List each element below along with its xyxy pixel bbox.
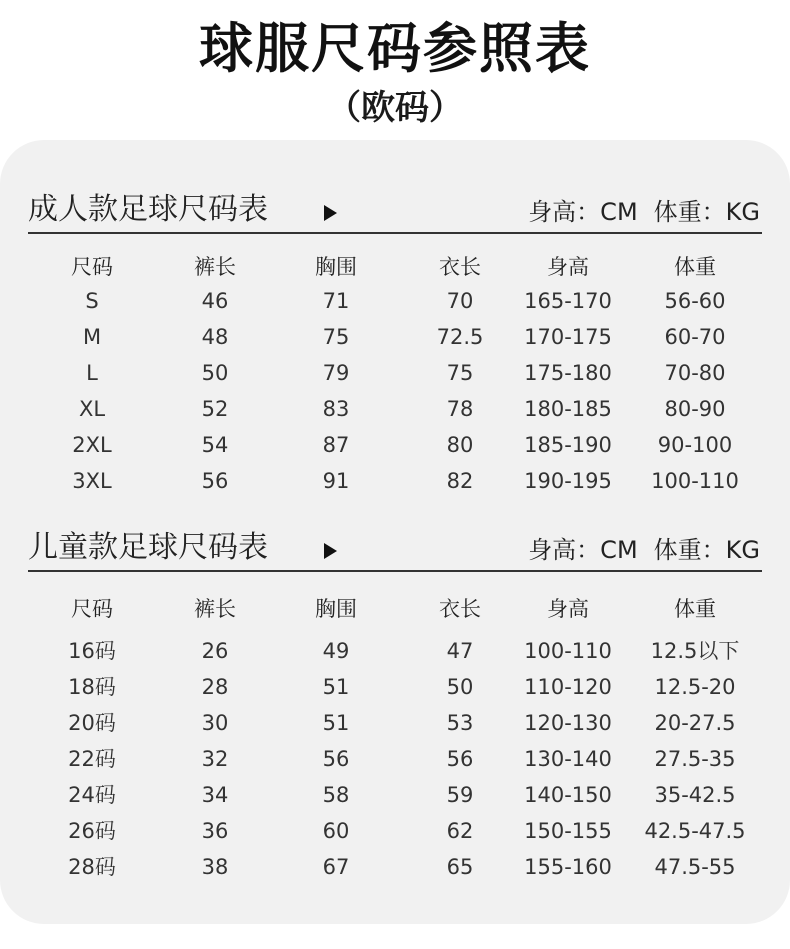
table-cell: 56 xyxy=(322,747,350,771)
kids-units xyxy=(528,532,760,568)
play-arrow-icon xyxy=(324,543,337,559)
table-cell: 79 xyxy=(322,361,350,385)
table-cell: 53 xyxy=(446,711,474,735)
table-cell: 91 xyxy=(322,469,350,493)
table-cell: 28码 xyxy=(68,855,116,879)
table-row xyxy=(0,777,790,813)
table-cell: 60-70 xyxy=(664,325,726,349)
table-cell: 70-80 xyxy=(664,361,726,385)
column-header: 体重 xyxy=(674,597,716,621)
table-cell: 24码 xyxy=(68,783,116,807)
table-cell: 180-185 xyxy=(524,397,612,421)
table-cell: M xyxy=(82,325,102,349)
table-cell: 50 xyxy=(446,675,474,699)
table-row xyxy=(0,705,790,741)
table-cell: 80-90 xyxy=(664,397,726,421)
table-cell: 47.5-55 xyxy=(654,855,736,879)
table-cell: 70 xyxy=(446,289,474,313)
table-cell: 87 xyxy=(322,433,350,457)
table-row xyxy=(0,813,790,849)
adult-section-header xyxy=(28,192,762,234)
table-row xyxy=(0,283,790,319)
page-subtitle: （欧码） xyxy=(327,88,463,128)
table-cell: 120-130 xyxy=(524,711,612,735)
table-cell: 58 xyxy=(322,783,350,807)
table-cell: 35-42.5 xyxy=(654,783,736,807)
table-cell: 190-195 xyxy=(524,469,612,493)
table-cell: 36 xyxy=(201,819,229,843)
table-cell: 65 xyxy=(446,855,474,879)
table-cell: 78 xyxy=(446,397,474,421)
table-cell: 150-155 xyxy=(524,819,612,843)
table-cell: 26码 xyxy=(68,819,116,843)
table-cell: 48 xyxy=(201,325,229,349)
table-cell: 67 xyxy=(322,855,350,879)
table-cell: 47 xyxy=(446,639,474,663)
table-cell: 165-170 xyxy=(524,289,612,313)
size-chart-card xyxy=(0,140,790,924)
table-cell: 56 xyxy=(201,469,229,493)
height-unit-label: 身高：CM xyxy=(528,536,638,564)
table-cell: 175-180 xyxy=(524,361,612,385)
weight-unit-label: 体重：KG xyxy=(653,198,760,226)
table-cell: 50 xyxy=(201,361,229,385)
table-cell: 140-150 xyxy=(524,783,612,807)
table-cell: 100-110 xyxy=(651,469,739,493)
table-row xyxy=(0,463,790,499)
adult-units xyxy=(528,194,760,230)
table-row xyxy=(0,669,790,705)
table-cell: 71 xyxy=(322,289,350,313)
table-cell: L xyxy=(86,361,98,385)
table-row xyxy=(0,355,790,391)
weight-unit-label: 体重：KG xyxy=(653,536,760,564)
table-cell: 20-27.5 xyxy=(654,711,736,735)
table-cell: 75 xyxy=(322,325,350,349)
table-cell: 26 xyxy=(201,639,229,663)
table-cell: 28 xyxy=(201,675,229,699)
table-row xyxy=(0,849,790,885)
table-cell: 20码 xyxy=(68,711,116,735)
table-cell: 12.5-20 xyxy=(654,675,736,699)
column-header: 身高 xyxy=(547,597,589,621)
table-cell: 22码 xyxy=(68,747,116,771)
table-row xyxy=(0,633,790,669)
table-cell: 42.5-47.5 xyxy=(644,819,746,843)
table-cell: 80 xyxy=(446,433,474,457)
table-cell: 2XL xyxy=(72,433,112,457)
table-cell: 60 xyxy=(322,819,350,843)
table-cell: 75 xyxy=(446,361,474,385)
page-title: 球服尺码参照表 xyxy=(199,17,591,80)
table-cell: 18码 xyxy=(68,675,116,699)
table-cell: 16码 xyxy=(68,639,116,663)
column-header: 衣长 xyxy=(439,597,481,621)
table-cell: 100-110 xyxy=(524,639,612,663)
play-arrow-icon xyxy=(324,205,337,221)
table-header-row xyxy=(0,591,790,627)
adult-section-title: 成人款足球尺码表 xyxy=(28,192,268,227)
column-header: 裤长 xyxy=(194,255,236,279)
table-cell: 49 xyxy=(322,639,350,663)
table-row xyxy=(0,741,790,777)
table-cell: 90-100 xyxy=(657,433,733,457)
table-cell: 54 xyxy=(201,433,229,457)
table-cell: 27.5-35 xyxy=(654,747,736,771)
table-cell: 51 xyxy=(322,711,350,735)
table-cell: 12.5以下 xyxy=(650,639,740,663)
table-cell: 170-175 xyxy=(524,325,612,349)
column-header: 衣长 xyxy=(439,255,481,279)
table-cell: 52 xyxy=(201,397,229,421)
table-row xyxy=(0,427,790,463)
column-header: 尺码 xyxy=(71,597,113,621)
table-cell: S xyxy=(85,289,99,313)
table-cell: 56-60 xyxy=(664,289,726,313)
table-cell: 185-190 xyxy=(524,433,612,457)
kids-section-title: 儿童款足球尺码表 xyxy=(28,530,268,565)
table-cell: 38 xyxy=(201,855,229,879)
table-cell: 32 xyxy=(201,747,229,771)
table-cell: 82 xyxy=(446,469,474,493)
table-cell: 46 xyxy=(201,289,229,313)
table-cell: 34 xyxy=(201,783,229,807)
table-row xyxy=(0,319,790,355)
height-unit-label: 身高：CM xyxy=(528,198,638,226)
table-cell: 130-140 xyxy=(524,747,612,771)
table-cell: 155-160 xyxy=(524,855,612,879)
table-cell: 51 xyxy=(322,675,350,699)
table-cell: 56 xyxy=(446,747,474,771)
table-cell: XL xyxy=(78,397,106,421)
table-cell: 62 xyxy=(446,819,474,843)
kids-section-header xyxy=(28,530,762,572)
table-cell: 3XL xyxy=(72,469,112,493)
table-cell: 110-120 xyxy=(524,675,612,699)
column-header: 裤长 xyxy=(194,597,236,621)
column-header: 胸围 xyxy=(315,255,357,279)
table-cell: 30 xyxy=(201,711,229,735)
column-header: 身高 xyxy=(547,255,589,279)
table-cell: 59 xyxy=(446,783,474,807)
column-header: 胸围 xyxy=(315,597,357,621)
table-header-row xyxy=(0,249,790,285)
column-header: 尺码 xyxy=(71,255,113,279)
table-row xyxy=(0,391,790,427)
column-header: 体重 xyxy=(674,255,716,279)
table-cell: 83 xyxy=(322,397,350,421)
table-cell: 72.5 xyxy=(436,325,484,349)
